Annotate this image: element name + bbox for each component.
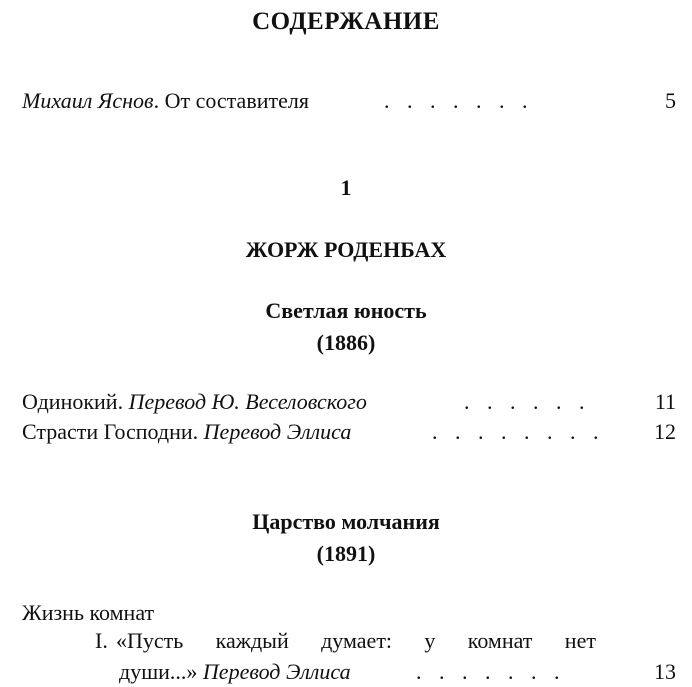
- entry-prefix: I.: [95, 628, 108, 653]
- page-number: 11: [654, 389, 676, 414]
- cycle-year: (1886): [316, 330, 376, 355]
- leader-dots: . . . . . . . .: [432, 419, 605, 444]
- leader-dots: . . . . . .: [464, 389, 591, 414]
- entry-title: . От составителя: [153, 88, 309, 113]
- group-label: Жизнь комнат: [22, 600, 155, 625]
- entry-title: Страсти Господни.: [22, 419, 199, 444]
- entry-translator: Перевод Эллиса: [202, 659, 351, 684]
- entry-title: души...»: [119, 659, 198, 684]
- word: «Пусть: [116, 628, 184, 653]
- toc-entry-intro[interactable]: [0, 86, 692, 116]
- toc-entry[interactable]: [0, 417, 692, 447]
- page-title: СОДЕРЖАНИЕ: [252, 8, 440, 35]
- entry-translator: Перевод Эллиса: [203, 419, 352, 444]
- word: нет: [564, 628, 596, 653]
- entry-translator: Перевод Ю. Веселовского: [128, 389, 367, 414]
- leader-dots: . . . . . . .: [384, 88, 534, 113]
- section-author: ЖОРЖ РОДЕНБАХ: [245, 237, 447, 262]
- cycle-year: (1891): [316, 541, 376, 566]
- word: комнат: [467, 628, 533, 653]
- entry-author: Михаил Яснов: [22, 88, 154, 113]
- cycle-title: Царство молчания: [252, 509, 440, 534]
- leader-dots: . . . . . . .: [416, 659, 566, 684]
- page-number: 12: [654, 419, 676, 444]
- word: каждый: [215, 628, 289, 653]
- page-number: 5: [665, 88, 676, 113]
- entry-title: Одинокий.: [22, 389, 124, 414]
- page-number: 13: [654, 659, 676, 684]
- toc-entry-line2[interactable]: [0, 657, 692, 687]
- section-number: 1: [340, 175, 352, 200]
- word: у: [424, 628, 436, 653]
- toc-entry-line1[interactable]: [116, 626, 596, 656]
- cycle-title: Светлая юность: [265, 298, 427, 323]
- word: думает:: [321, 628, 393, 653]
- toc-entry[interactable]: [0, 387, 692, 417]
